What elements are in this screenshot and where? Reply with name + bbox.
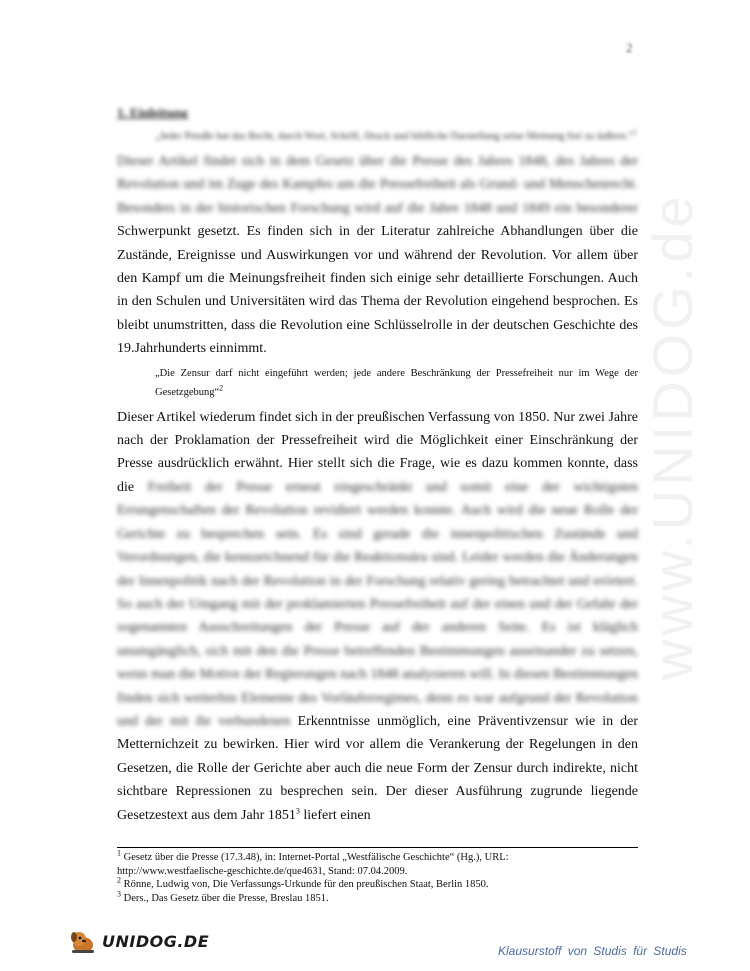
watermark: www.UNIDOG.de (641, 192, 704, 680)
footnote-ref-3: 3 (295, 805, 300, 815)
footer-tagline: Klausurstoff von Studis für Studis (498, 944, 687, 958)
constitution-quote (155, 364, 638, 402)
page-number: 2 (626, 40, 633, 55)
paragraph-1-text: Schwerpunkt gesetzt. Es finden sich in der Literatur zahlreiche Abhandlungen über die Zustände, Ereignisse und Auswirkungen vor und während der Revolution. Vor allem über den Kampf um die Meinungsfreiheit finden sich einige sehr detaillierte Forschungen. Auch in den Schulen und Universitäten wird das Thema der Revolution eingehend besprochen. Es bleibt unumstritten, dass die Revolution eine Schlüsselrolle in der deutschen Geschichte des 19.Jahrhunderts einnimmt. (117, 224, 638, 357)
footnote-2-number: 2 (117, 875, 121, 885)
paragraph-1 (117, 150, 638, 361)
footnote-2-text: Rönne, Ludwig von, Die Verfassungs-Urkunde für den preußischen Staat, Berlin 1850. (121, 879, 489, 891)
footnote-ref-1: 1 (632, 127, 637, 137)
opening-quote (155, 127, 638, 146)
footnote-1-number: 1 (117, 848, 121, 858)
footnote-ref-2: 2 (219, 383, 224, 393)
paragraph-2-text: Dieser Artikel wiederum findet sich in der preußischen Verfassung von 1850. Nur zwei Jahre nach der Proklamation der Pressefreiheit wird die Möglichkeit einer Einschränkung der Presse ausdrücklich erwähnt. Hier stellt sich die Frage, wie es dazu kommen konnte, dass die (117, 409, 638, 495)
paragraph-2-text-end: Erkenntnisse unmöglich, eine Präventivzensur wie in der Metternichzeit zu bewirken. Hier wird vor allem die Verankerung der Regelungen in den Gesetzen, die Rolle der Gerichte aber auch die neue Form der Zensur durch indirekte, nicht sichtbare Repressionen zu besprechen sein. Der dieser Ausführung zugrunde liegende Gesetzestext aus dem Jahr 1851 (117, 713, 638, 823)
footnote-3-number: 3 (117, 889, 121, 899)
paragraph-2-blurred: Freiheit der Presse erneut eingeschränkt und somit eine der wichtigsten Errungenschaften der Revolution revidiert werden konnte. Auch wird die neue Rolle der Gerichte zu besprechen sein. Es sind gerade die innenpolitischen Zustände und Verordnungen, die kennzeichnend für die Reaktionsära sind. Leider werden die Änderungen der Innenpolitik nach der Revolution in der Forschung relativ gering betrachtet und erörtert. So auch der Umgang mit der proklamierten Pressefreiheit auf der einen und der Gefahr der sogenannten Ausschreitungen der Presse auf der anderen Seite. Es ist kläglich unumgänglich, sich mit den die Presse betreffenden Bestimmungen auseinander zu setzen, wenn man die Motive der Regierungen nach 1848 analysieren will. In diesen Bestimmungen finden sich weiterhin Elemente des Vorläuferregimes, denn es war aufgrund der Revolution und der mit ihr verbundenen (117, 479, 639, 729)
footnote-1-url: http://www.westfaelische-geschichte.de/que4631, Stand: 07.04.2009. (117, 865, 408, 877)
paragraph-2 (117, 406, 638, 827)
opening-quote-text: „Jeder Preuße hat das Recht, durch Wort, Schrift, Druck und bildliche Darstellung seine Meinung frei zu äußern.“ (155, 131, 633, 142)
dog-mascot-icon (68, 926, 98, 956)
logo-text: UNIDOG.DE (102, 931, 210, 951)
footnote-2 (117, 875, 638, 892)
footnote-3-text: Ders., Das Gesetz über die Presse, Breslau 1851. (121, 892, 329, 904)
section-heading: 1. Einleitung (117, 105, 188, 120)
paragraph-1-blurred: Dieser Artikel findet sich in dem Gesetz über die Presse des Jahres 1848, des Jahres der Revolution und im Zuge des Kampfes um die Pressefreiheit als Grund- und Menschenrecht. Besonders in der historischen Forschung wird auf die Jahre 1848 und 1849 ein besonderer (117, 154, 638, 216)
unidog-logo[interactable] (68, 926, 209, 956)
footnote-1 (117, 848, 638, 878)
footnote-3 (117, 889, 638, 906)
paragraph-2-tail: liefert einen (299, 807, 371, 823)
footnotes (117, 847, 638, 905)
footnote-1-text: Gesetz über die Presse (17.3.48), in: Internet-Portal „Westfälische Geschichte“ (Hg.), URL: (121, 852, 509, 863)
constitution-quote-text: „Die Zensur darf nicht eingeführt werden; jede andere Beschränkung der Pressefreiheit nur im Wege der Gesetzgebung“ (155, 367, 638, 398)
document-body (117, 105, 638, 827)
